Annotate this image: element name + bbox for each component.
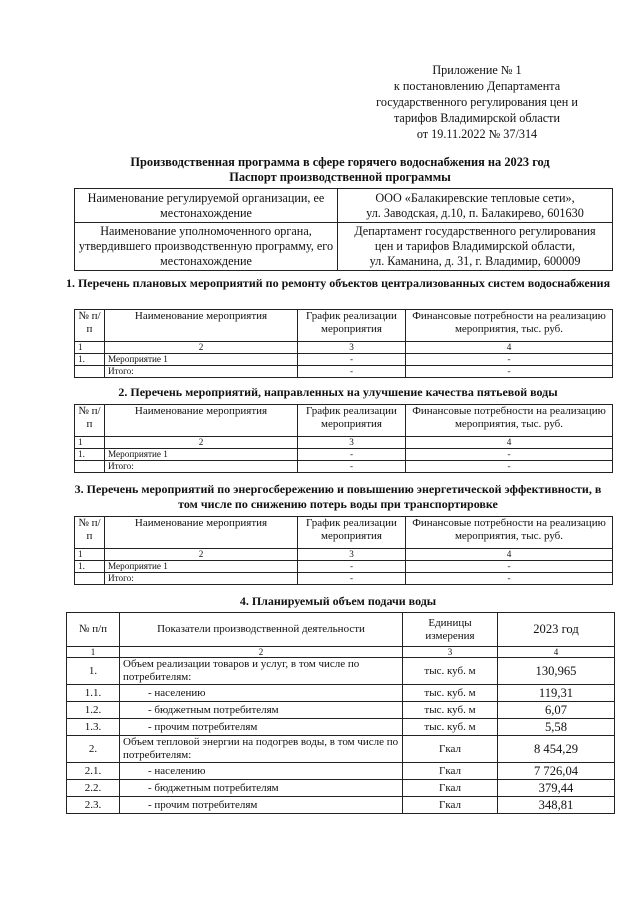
row-number: 2.3.	[67, 797, 120, 814]
row-name: - прочим потребителям	[120, 719, 403, 736]
title-line: Производственная программа в сфере горячего водоснабжения на 2023 год	[130, 155, 550, 169]
row-schedule: -	[298, 561, 406, 573]
row-schedule: -	[298, 449, 406, 461]
column-index: 1	[67, 647, 120, 658]
table-row	[67, 763, 615, 780]
row-unit: Гкал	[403, 763, 498, 780]
passport-table	[74, 188, 613, 271]
passport-label: Наименование регулируемой организации, ее местонахождение	[75, 189, 338, 223]
passport-value-line: ул. Каманина, д. 31, г. Владимир, 600009	[369, 254, 581, 268]
column-header: № п/п	[67, 613, 120, 647]
row-name: Объем тепловой энергии на подогрев воды, в том числе по потребителям:	[120, 736, 403, 763]
passport-value-line: Департамент государственного регулирования	[354, 224, 596, 238]
table-row	[75, 189, 613, 223]
column-index: 4	[406, 437, 613, 449]
column-index: 2	[105, 437, 298, 449]
table-index-row	[75, 437, 613, 449]
row-unit: тыс. куб. м	[403, 719, 498, 736]
row-number: 1.1.	[67, 685, 120, 702]
row-name: Мероприятие 1	[105, 354, 298, 366]
column-index: 4	[406, 549, 613, 561]
column-header: Наименование мероприятия	[105, 517, 298, 549]
table-row	[67, 702, 615, 719]
column-index: 3	[298, 549, 406, 561]
row-name: Итого:	[105, 366, 298, 378]
annex-line: государственного регулирования цен и	[376, 95, 578, 109]
column-header: Наименование мероприятия	[105, 405, 298, 437]
row-number: 1.	[67, 658, 120, 685]
column-header: Единицы измерения	[403, 613, 498, 647]
row-schedule: -	[298, 366, 406, 378]
row-unit: тыс. куб. м	[403, 702, 498, 719]
table-row	[67, 797, 615, 814]
row-number: 1.3.	[67, 719, 120, 736]
table-header-row	[75, 310, 613, 342]
row-number	[75, 366, 105, 378]
row-value: 379,44	[498, 780, 615, 797]
row-value: 130,965	[498, 658, 615, 685]
row-value: 7 726,04	[498, 763, 615, 780]
column-index: 3	[298, 342, 406, 354]
row-unit: тыс. куб. м	[403, 685, 498, 702]
section-4-title: 4. Планируемый объем подачи воды	[239, 594, 437, 608]
row-number: 2.	[67, 736, 120, 763]
table-row	[67, 685, 615, 702]
annex-line: Приложение № 1	[432, 63, 522, 77]
table-row	[67, 736, 615, 763]
table-row	[67, 719, 615, 736]
column-header: Финансовые потребности на реализацию мероприятия, тыс. руб.	[406, 310, 613, 342]
section-1-table	[74, 309, 613, 378]
column-index: 1	[75, 549, 105, 561]
row-value: 119,31	[498, 685, 615, 702]
column-header: № п/п	[75, 310, 105, 342]
table-row	[75, 354, 613, 366]
row-name: - бюджетным потребителям	[120, 780, 403, 797]
column-index: 4	[498, 647, 615, 658]
row-finance: -	[406, 354, 613, 366]
row-unit: Гкал	[403, 736, 498, 763]
table-row	[75, 561, 613, 573]
table-row	[75, 449, 613, 461]
row-value: 348,81	[498, 797, 615, 814]
table-row	[75, 223, 613, 271]
row-name: Мероприятие 1	[105, 561, 298, 573]
table-header-row	[67, 613, 615, 647]
row-value: 6,07	[498, 702, 615, 719]
row-number: 1.	[75, 449, 105, 461]
table-row	[67, 658, 615, 685]
column-header: График реализации мероприятия	[298, 310, 406, 342]
table-row	[75, 461, 613, 473]
annex-line: от 19.11.2022 № 37/314	[416, 127, 538, 141]
passport-value-line: ООО «Балакиревские тепловые сети»,	[375, 190, 575, 205]
passport-value	[338, 223, 613, 271]
section-3-title: 3. Перечень мероприятий по энергосбережению и повышению энергетической эффективности, в том числе по снижению потерь воды при транспортировке	[74, 482, 602, 511]
section-2-table	[74, 404, 613, 473]
row-number: 1.2.	[67, 702, 120, 719]
section-1-title: 1. Перечень плановых мероприятий по ремонту объектов централизованных систем водоснабжения	[65, 276, 611, 290]
annex-header	[357, 62, 597, 142]
row-finance: -	[406, 461, 613, 473]
row-number	[75, 573, 105, 585]
row-name: - населению	[120, 763, 403, 780]
column-index: 3	[403, 647, 498, 658]
annex-line: тарифов Владимирской области	[393, 111, 561, 125]
table-row	[67, 780, 615, 797]
column-index: 3	[298, 437, 406, 449]
title-line: Паспорт производственной программы	[229, 170, 451, 184]
column-header: Финансовые потребности на реализацию мероприятия, тыс. руб.	[406, 405, 613, 437]
row-schedule: -	[298, 354, 406, 366]
column-index: 2	[105, 342, 298, 354]
column-index: 2	[120, 647, 403, 658]
document-title	[60, 155, 620, 185]
passport-value-line: цен и тарифов Владимирской области,	[374, 239, 576, 253]
row-schedule: -	[298, 461, 406, 473]
table-index-row	[75, 342, 613, 354]
table-header-row	[75, 405, 613, 437]
row-finance: -	[406, 561, 613, 573]
column-header: График реализации мероприятия	[298, 517, 406, 549]
row-name: Итого:	[105, 461, 298, 473]
column-index: 1	[75, 342, 105, 354]
row-finance: -	[406, 449, 613, 461]
row-finance: -	[406, 573, 613, 585]
row-unit: Гкал	[403, 797, 498, 814]
row-number: 1.	[75, 561, 105, 573]
row-schedule: -	[298, 573, 406, 585]
column-header: Наименование мероприятия	[105, 310, 298, 342]
column-index: 1	[75, 437, 105, 449]
table-index-row	[67, 647, 615, 658]
annex-line: к постановлению Департамента	[393, 79, 561, 93]
row-value: 5,58	[498, 719, 615, 736]
passport-value-line: ул. Заводская, д.10, п. Балакирево, 601630	[366, 205, 584, 220]
row-finance: -	[406, 366, 613, 378]
section-3-table	[74, 516, 613, 585]
row-name: - бюджетным потребителям	[120, 702, 403, 719]
row-number: 2.1.	[67, 763, 120, 780]
row-number: 2.2.	[67, 780, 120, 797]
row-value: 8 454,29	[498, 736, 615, 763]
row-name: - прочим потребителям	[120, 797, 403, 814]
column-header: График реализации мероприятия	[298, 405, 406, 437]
row-number: 1.	[75, 354, 105, 366]
section-4-table	[66, 612, 615, 814]
table-index-row	[75, 549, 613, 561]
column-index: 2	[105, 549, 298, 561]
row-unit: Гкал	[403, 780, 498, 797]
column-header: Финансовые потребности на реализацию мероприятия, тыс. руб.	[406, 517, 613, 549]
row-number	[75, 461, 105, 473]
row-name: Мероприятие 1	[105, 449, 298, 461]
column-index: 4	[406, 342, 613, 354]
row-name: - населению	[120, 685, 403, 702]
passport-label: Наименование уполномоченного органа, утвердившего производственную программу, его местонахождение	[75, 223, 338, 271]
column-header: 2023 год	[498, 613, 615, 647]
column-header: № п/п	[75, 405, 105, 437]
row-name: Итого:	[105, 573, 298, 585]
table-header-row	[75, 517, 613, 549]
passport-value	[338, 189, 613, 223]
table-row	[75, 573, 613, 585]
row-unit: тыс. куб. м	[403, 658, 498, 685]
column-header: Показатели производственной деятельности	[120, 613, 403, 647]
column-header: № п/п	[75, 517, 105, 549]
row-name: Объем реализации товаров и услуг, в том числе по потребителям:	[120, 658, 403, 685]
table-row	[75, 366, 613, 378]
section-2-title: 2. Перечень мероприятий, направленных на улучшение качества пятьевой воды	[118, 385, 558, 399]
